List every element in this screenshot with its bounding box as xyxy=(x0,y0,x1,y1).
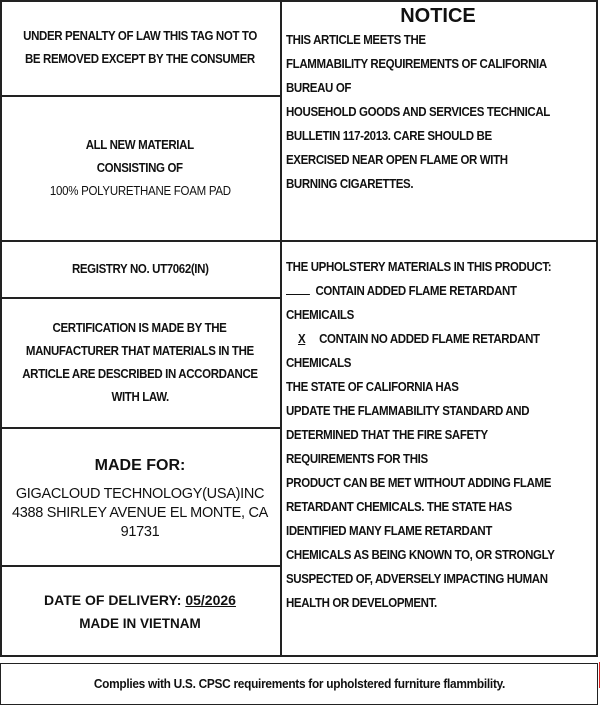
penalty-line-2: BE REMOVED EXCEPT BY THE CONSUMER xyxy=(25,51,255,66)
upholstery-box xyxy=(282,242,598,657)
option-added-line-1: CONTAIN ADDED FLAME RETARDANT xyxy=(315,284,517,298)
registry-box xyxy=(0,242,280,299)
notice-line-7: BURNING CIGARETTES. xyxy=(286,177,414,191)
certification-line-1: CERTIFICATION IS MADE BY THE xyxy=(53,321,227,335)
state-line-8: CHEMICALS AS BEING KNOWN TO, OR STRONGLY xyxy=(286,548,555,562)
notice-line-6: EXERCISED NEAR OPEN FLAME OR WITH xyxy=(286,153,508,167)
penalty-line-1: UNDER PENALTY OF LAW THIS TAG NOT TO xyxy=(23,28,257,43)
state-line-5: PRODUCT CAN BE MET WITHOUT ADDING FLAME xyxy=(286,476,552,490)
certification-line-4: WITH LAW. xyxy=(111,390,169,404)
notice-box xyxy=(282,0,598,242)
option-added xyxy=(286,279,573,303)
notice-line-3: BUREAU OF xyxy=(286,81,352,95)
country-of-origin: MADE IN VIETNAM xyxy=(79,616,201,631)
made-for-line-1: GIGACLOUD TECHNOLOGY(USA)INC xyxy=(15,485,265,502)
registry-number: REGISTRY NO. UT7062(IN) xyxy=(71,262,209,276)
notice-line-4: HOUSEHOLD GOODS AND SERVICES TECHNICAL xyxy=(286,105,550,119)
cpsc-compliance-text: Complies with U.S. CPSC requirements for upholstered furniture flammbility. xyxy=(93,677,505,691)
option-not-added-line-1: CONTAIN NO ADDED FLAME RETARDANT xyxy=(319,332,540,346)
delivery-label: DATE OF DELIVERY: xyxy=(44,592,186,608)
certification-line-2: MANUFACTURER THAT MATERIALS IN THE xyxy=(26,344,254,358)
upholstery-intro: THE UPHOLSTERY MATERIALS IN THIS PRODUCT: xyxy=(286,260,552,274)
option-not-added-line-2: CHEMICALS xyxy=(286,356,352,370)
notice-line-5: BULLETIN 117-2013. CARE SHOULD BE xyxy=(286,129,492,143)
state-line-7: IDENTIFIED MANY FLAME RETARDANT xyxy=(286,524,493,538)
state-line-9: SUSPECTED OF, ADVERSELY IMPACTING HUMAN xyxy=(286,572,548,586)
state-line-4: REQUIREMENTS FOR THIS xyxy=(286,452,428,466)
option-not-added-mark: X xyxy=(297,332,306,346)
certification-box xyxy=(0,299,280,429)
state-line-10: HEALTH OR DEVELOPMENT. xyxy=(286,596,437,610)
delivery-box xyxy=(0,567,280,657)
material-title-1: ALL NEW MATERIAL xyxy=(85,138,195,152)
notice-line-1: THIS ARTICLE MEETS THE xyxy=(286,33,426,47)
option-added-line-2: CHEMICAILS xyxy=(286,308,354,322)
notice-title: NOTICE xyxy=(400,5,476,27)
made-for-box xyxy=(0,429,280,567)
state-line-1: THE STATE OF CALIFORNIA HAS xyxy=(286,380,459,394)
option-not-added xyxy=(286,327,573,351)
delivery-line xyxy=(44,588,236,612)
material-content: 100% POLYURETHANE FOAM PAD xyxy=(49,184,231,198)
material-title-2: CONSISTING OF xyxy=(97,161,183,175)
material-box xyxy=(0,97,280,242)
made-for-line-3: 91731 xyxy=(120,523,160,540)
certification-line-3: ARTICLE ARE DESCRIBED IN ACCORDANCE xyxy=(22,367,258,381)
state-line-6: RETARDANT CHEMICALS. THE STATE HAS xyxy=(286,500,512,514)
option-added-blank xyxy=(286,282,310,295)
notice-line-2: FLAMMABILITY REQUIREMENTS OF CALIFORNIA xyxy=(286,57,547,71)
delivery-date: 05/2026 xyxy=(185,592,236,608)
state-line-3: DETERMINED THAT THE FIRE SAFETY xyxy=(286,428,488,442)
made-for-line-2: 4388 SHIRLEY AVENUE EL MONTE, CA xyxy=(11,504,269,521)
cpsc-compliance-bar xyxy=(0,663,598,705)
state-line-2: UPDATE THE FLAMMABILITY STANDARD AND xyxy=(286,404,530,418)
penalty-box xyxy=(0,0,280,97)
made-for-label: MADE FOR: xyxy=(94,456,186,474)
